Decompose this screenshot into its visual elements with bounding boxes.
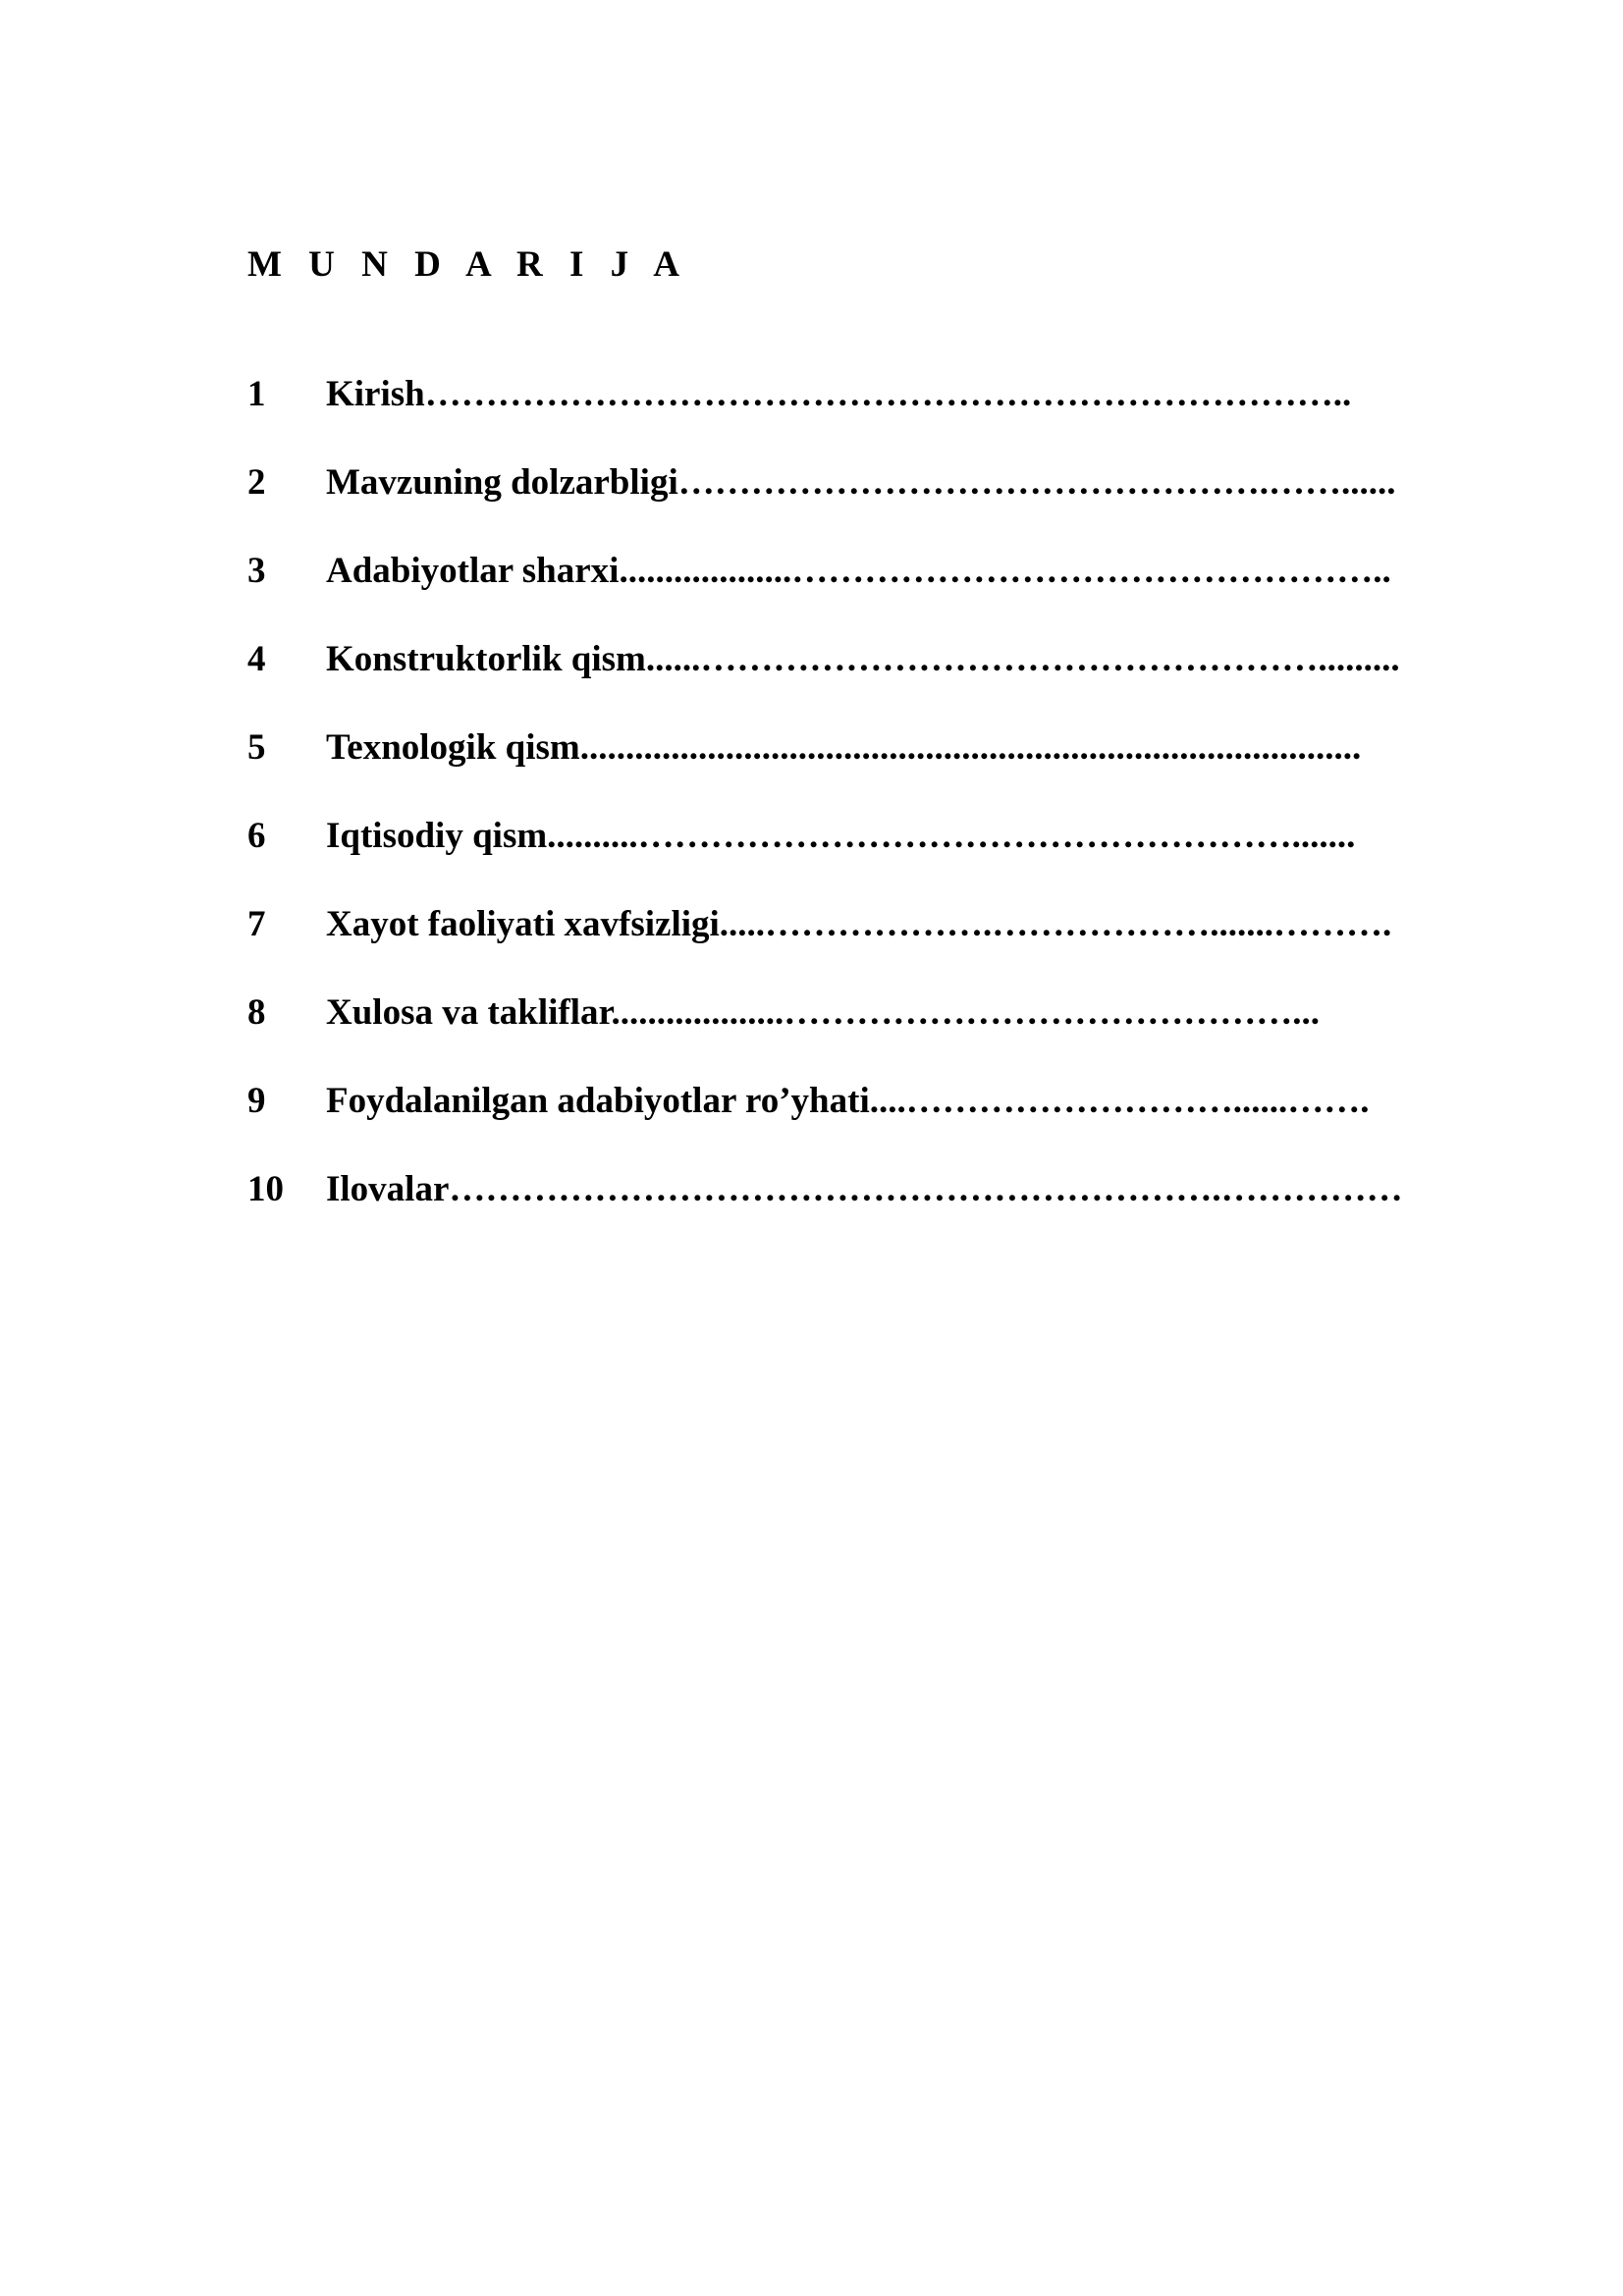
toc-entry-4: [247, 638, 1426, 726]
toc-entry-5: [247, 726, 1426, 815]
toc-entry-text: Foydalanilgan adabiyotlar ro’yhati....………………………......…….: [326, 1081, 1370, 1121]
toc-entry-9: [247, 1080, 1426, 1168]
table-of-contents: [247, 373, 1426, 1256]
toc-entry-number: 7: [247, 904, 266, 944]
toc-entry-8: [247, 991, 1426, 1080]
toc-title: M U N D A R I J A: [247, 244, 689, 285]
toc-entry-number: 2: [247, 462, 266, 503]
toc-entry-number: 5: [247, 727, 266, 768]
toc-entry-text: Adabiyotlar sharxi...................…………………………………………..: [326, 551, 1391, 591]
toc-entry-number: 9: [247, 1081, 266, 1121]
toc-entry-text: Texnologik qism......................................................................................: [326, 727, 1362, 768]
toc-entry-text: Iqtisodiy qism..........……………………………………………….......: [326, 816, 1356, 856]
toc-entry-number: 4: [247, 639, 266, 679]
toc-entry-text: Mavzuning dolzarbligi………………………………………….……......: [326, 462, 1396, 503]
toc-entry-number: 6: [247, 816, 266, 856]
toc-entry-6: [247, 815, 1426, 903]
toc-entry-text: Konstruktorlik qism......…………………………………………….........: [326, 639, 1400, 679]
toc-entry-1: [247, 373, 1426, 461]
toc-entry-3: [247, 550, 1426, 638]
toc-entry-7: [247, 903, 1426, 991]
toc-entry-text: Xayot faoliyati xavfsizligi.....……………….……………….......……….: [326, 904, 1392, 944]
toc-entry-text: Xulosa va takliflar...................……………………………………...: [326, 992, 1321, 1033]
toc-entry-2: [247, 461, 1426, 550]
toc-entry-10: [247, 1168, 1426, 1256]
toc-entry-number: 3: [247, 551, 266, 591]
toc-entry-number: 10: [247, 1169, 284, 1209]
toc-entry-text: Kirish…………………………………………………………………..: [326, 374, 1352, 414]
toc-entry-number: 1: [247, 374, 266, 414]
toc-entry-number: 8: [247, 992, 266, 1033]
toc-entry-text: Ilovalar……………………………………………………….……………: [326, 1169, 1403, 1209]
